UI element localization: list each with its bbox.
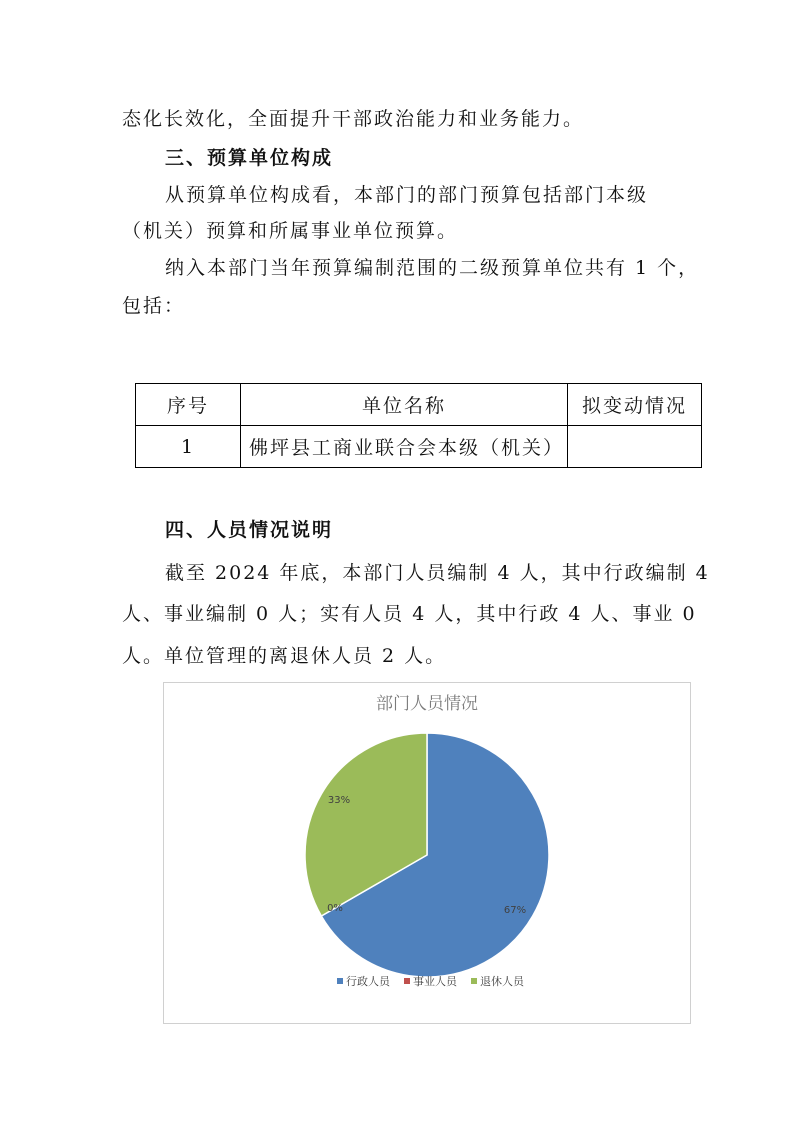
body-line-1: 态化长效化，全面提升干部政治能力和业务能力。	[122, 108, 585, 130]
body-line-5: 包括：	[122, 295, 186, 317]
pie-label-1: 0%	[327, 903, 343, 914]
budget-units-table	[135, 383, 702, 468]
legend-label-1: 事业人员	[413, 975, 457, 988]
legend-swatch-2	[471, 978, 477, 984]
body-line-4: 纳入本部门当年预算编制范围的二级预算单位共有 1 个，	[165, 257, 700, 279]
legend-swatch-0	[337, 978, 343, 984]
section-heading-budget-units: 三、预算单位构成	[165, 147, 334, 169]
legend-swatch-1	[404, 978, 410, 984]
cell-change	[568, 426, 702, 468]
table-row	[136, 426, 702, 468]
cell-unit-name: 佛坪县工商业联合会本级（机关）	[241, 426, 568, 468]
body-line-2: 从预算单位构成看，本部门的部门预算包括部门本级	[165, 184, 649, 206]
legend-label-0: 行政人员	[346, 975, 390, 988]
staff-pie-chart	[163, 682, 691, 1024]
body-line-3: （机关）预算和所属事业单位预算。	[122, 220, 459, 242]
body-line-6: 截至 2024 年底，本部门人员编制 4 人，其中行政编制 4	[165, 562, 710, 584]
chart-title: 部门人员情况	[376, 694, 478, 714]
table-header-row	[136, 384, 702, 426]
pie-label-2: 33%	[327, 795, 351, 806]
header-unit-name: 单位名称	[241, 384, 568, 426]
body-line-7: 人、事业编制 0 人；实有人员 4 人，其中行政 4 人、事业 0	[122, 603, 697, 625]
header-index: 序号	[136, 384, 241, 426]
header-change: 拟变动情况	[568, 384, 702, 426]
legend-label-2: 退休人员	[480, 975, 524, 988]
cell-index: 1	[136, 426, 241, 468]
section-heading-staff: 四、人员情况说明	[165, 519, 334, 541]
body-line-8: 人。单位管理的离退休人员 2 人。	[122, 645, 447, 667]
pie-label-0: 67%	[503, 905, 527, 916]
